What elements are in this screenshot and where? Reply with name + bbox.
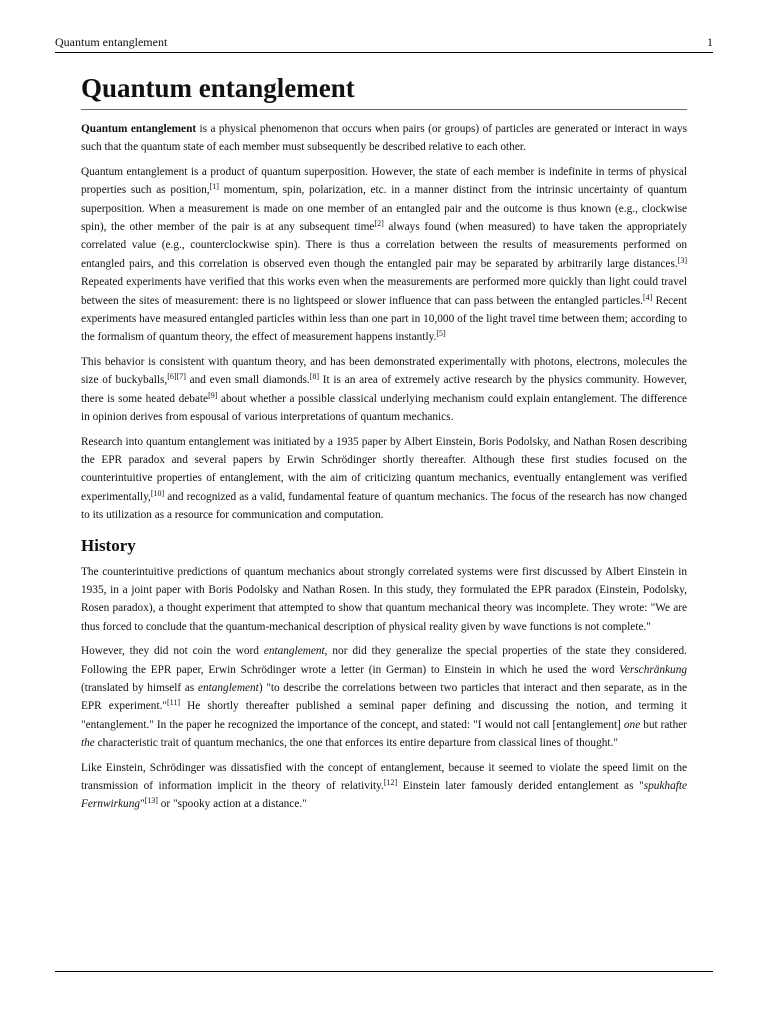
citation-ref: [10] (150, 488, 165, 498)
article-title: Quantum entanglement (81, 70, 687, 110)
running-header (55, 34, 713, 53)
citation-ref: [1] (209, 182, 219, 192)
citation-ref: [3] (677, 255, 687, 265)
history-paragraph: However, they did not coin the word entanglement, nor did they generalize the special properties of the state they considered. Following the EPR paper, Erwin Schrödinger wrote a letter (in German) to Einstein in which he used the word Verschränkung (translated by himself as entanglement) "to describe the correlations between two particles that interact and then separate, as in the EPR experiment."[11] He shortly thereafter published a seminal paper defining and discussing the notion, and terming it "entanglement." In the paper he recognized the importance of the concept, and stated: "I would not call [entanglement] one but rather the characteristic trait of quantum mechanics, the one that enforces its entire departure from classical lines of thought." (81, 645, 687, 750)
section-heading-history: History (81, 535, 136, 555)
italic-term: the (81, 737, 95, 750)
citation-ref: [11] (167, 698, 181, 708)
running-header-title: Quantum entanglement (55, 35, 168, 49)
italic-term: spukhafte Fernwirkung (81, 780, 688, 811)
italic-term: Verschränkung (619, 663, 687, 676)
citation-ref: [9] (208, 390, 218, 400)
intro-paragraph: Research into quantum entanglement was initiated by a 1935 paper by Albert Einstein, Boris Podolsky, and Nathan Rosen describing the EPR paradox and several papers by Erwin Schrödinger shortly thereafter. Although these first studies focused on the counterintuitive properties of entanglement, with the aim of criticizing quantum mechanics, eventually entanglement was verified experimentally,[10] and recognized as a valid, fundamental feature of quantum mechanics. The focus of the research has now changed to its utilization as a resource for communication and computation. (81, 435, 687, 522)
citation-ref: [2] (374, 219, 384, 229)
italic-term: one (623, 718, 641, 731)
bold-term: Quantum entanglement (81, 123, 197, 135)
citation-ref: [5] (436, 329, 446, 339)
citation-ref: [6][7] (167, 372, 186, 382)
intro-section (81, 120, 687, 525)
page-number: 1 (707, 35, 713, 49)
intro-paragraph: Quantum entanglement is a physical phenomenon that occurs when pairs (or groups) of particles are generated or interact in ways such that the quantum state of each member must subsequently be described relative to each other. (81, 123, 688, 154)
citation-ref: [12] (383, 778, 398, 787)
footer-rule (55, 971, 713, 972)
italic-term: entanglement, (263, 645, 328, 658)
intro-paragraph: This behavior is consistent with quantum theory, and has been demonstrated experimentally with photons, electrons, molecules the size of buckyballs,[6][7] and even small diamonds.[8] It is an area of extremely active research by the physics community. However, there is some heated debate[9] about whether a possible classical underlying mechanism could explain entanglement. The difference in opinion derives from espousal of various interpretations of quantum mechanics. (81, 355, 687, 424)
citation-ref: [4] (642, 292, 653, 302)
history-paragraph: Like Einstein, Schrödinger was dissatisfied with the concept of entanglement, because it seemed to violate the speed limit on the transmission of information implicit in the theory of relativity.[12] Einstein later famously derided entanglement as "spukhafte Fernwirkung"[13] or "spooky action at a distance." (81, 761, 688, 811)
history-paragraph: The counterintuitive predictions of quantum mechanics about strongly correlated systems were first discussed by Albert Einstein in 1935, in a joint paper with Boris Podolsky and Nathan Rosen. In this study, they formulated the EPR paradox (Einstein, Podolsky, Rosen paradox), a thought experiment that attempted to show that quantum mechanical theory was incomplete. They wrote: "We are thus forced to conclude that the quantum-mechanical description of physical reality given by wave functions is not complete." (81, 565, 687, 633)
article-body (81, 70, 687, 820)
intro-paragraph: Quantum entanglement is a product of quantum superposition. However, the state of each member is indefinite in terms of physical properties such as position,[1] momentum, spin, polarization, etc. in a manner distinct from the intrinsic uncertainty of quantum superposition. When a measurement is made on one member of an entangled pair and the outcome is thus known (e.g., clockwise spin), the other member of the pair is at any subsequent time[2] always found (when measured) to have taken the appropriately correlated value (e.g., counterclockwise spin). There is thus a correlation between the results of measurements performed on entangled pairs, and this correlation is observed even though the entangled pair may be separated by arbitrarily large distances.[3] Repeated experiments have verified that this works even when the measurements are performed more quickly than light could travel between the sites of measurement: there is no lightspeed or slower influence that can pass between the entangled particles.[4] Recent experiments have measured entangled particles within less than one part in 10,000 of the light travel time between them; according to the formalism of quantum theory, the effect of measurement happens instantly.[5] (81, 165, 687, 344)
italic-term: entanglement (197, 681, 259, 694)
citation-ref: [8] (309, 372, 320, 382)
history-section (81, 563, 687, 814)
citation-ref: [13] (144, 796, 158, 806)
